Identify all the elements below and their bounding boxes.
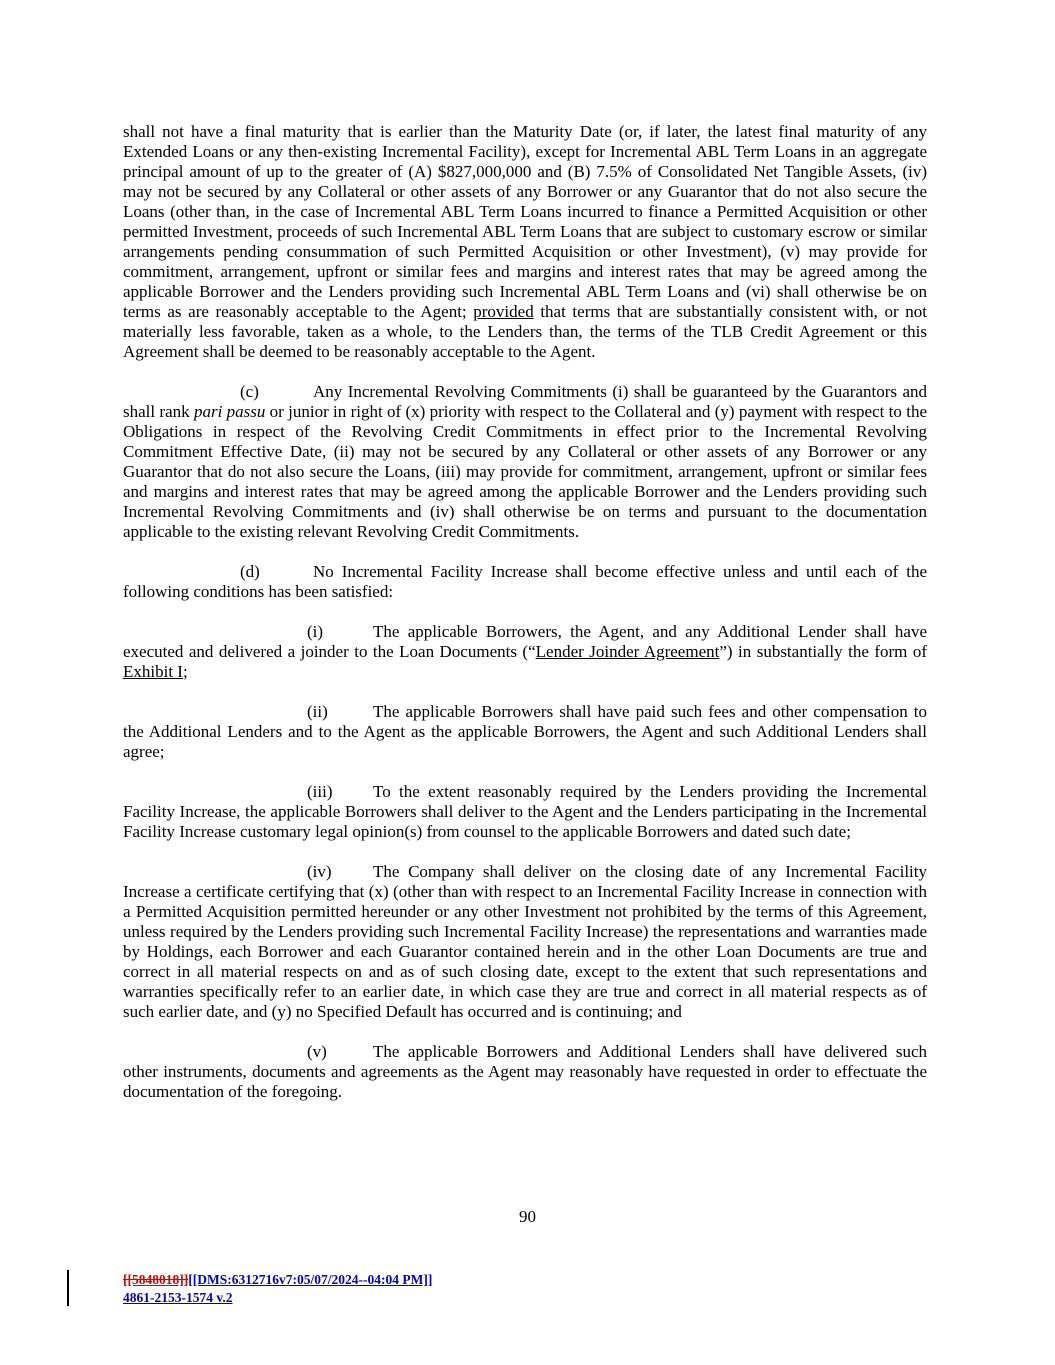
paragraph-text: Any Incremental Revolving Commitments (i) shall be guaranteed by the Guarantors and shall rank (123, 382, 927, 421)
paragraph-text: shall not have a final maturity that is earlier than the Maturity Date (or, if later, the latest final maturity of any Extended Loans or any then-existing Incremental Facility), except for Incremental ABL Term Loans in an aggregate principal amount of up to the greater of (A) $827,000,000 and (B) 7.5% of Consolidated Net Tangible Assets, (iv) may not be secured by any Collateral or other assets of any Borrower or any Guarantor that do not also secure the Loans (other than, in the case of Incremental ABL Term Loans incurred to finance a Permitted Acquisition or other permitted Investment, proceeds of such Incremental ABL Term Loans that are subject to customary escrow or similar arrangements pending consummation of such Permitted Acquisition or other Investment), (v) may provide for commitment, arrangement, upfront or similar fees and margins and interest rates that may be agreed among the applicable Borrower and the Lenders providing such Incremental ABL Term Loans and (vi) shall otherwise be on terms as are reasonably acceptable to the Agent; (123, 122, 927, 321)
clause-i-label: (i) (307, 622, 324, 641)
clause-d-paragraph (123, 562, 927, 602)
clause-c-paragraph (123, 382, 927, 542)
paragraph-text: No Incremental Facility Increase shall become effective unless and until each of the following conditions has been satisfied: (123, 562, 927, 601)
clause-iii-paragraph (123, 782, 927, 842)
latin-term-pari-passu: pari passu (193, 402, 266, 421)
body-text (123, 122, 927, 1102)
paragraph-text: or junior in right of (x) priority with respect to the Collateral and (y) payment with respect to the Obligations in respect of the Revolving Credit Commitments in effect prior to the Incremental Revolving Commitment Effective Date, (ii) may not be secured by any Collateral or other assets of any Borrower or any Guarantor that do not also secure the Loans, (iii) may provide for commitment, arrangement, upfront or similar fees and margins and interest rates that may be agreed among the applicable Borrower and the Lenders providing such Incremental Revolving Commitments and (iv) shall otherwise be on terms and pursuant to the documentation applicable to the existing relevant Revolving Credit Commitments. (123, 402, 927, 541)
clause-iv-paragraph (123, 862, 927, 1022)
clause-d-label: (d) (240, 562, 260, 581)
clause-i-paragraph (123, 622, 927, 682)
footer-stamp-line (123, 1271, 927, 1289)
clause-iv-label: (iv) (307, 862, 332, 881)
dms-stamp: [[DMS:6312716v7:05/07/2024--04:04 PM]] (188, 1272, 433, 1287)
defined-term-lender-joinder-agreement: Lender Joinder Agreement (535, 642, 720, 661)
revision-change-bar (67, 1270, 69, 1306)
exhibit-i-reference: Exhibit I (123, 662, 183, 681)
paragraph-text: The applicable Borrowers, the Agent, and any Additional Lender shall have executed and delivered a joinder to the Loan Documents (“ (123, 622, 927, 661)
paragraph-text: The applicable Borrowers and Additional Lenders shall have delivered such other instruments, documents and agreements as the Agent may reasonably have requested in order to effectuate the documentation of the foregoing. (123, 1042, 927, 1101)
clause-ii-label: (ii) (307, 702, 328, 721)
footer-version-line (123, 1289, 927, 1307)
paragraph-text: that terms that are substantially consistent with, or not materially less favorable, taken as a whole, to the Lenders than, the terms of the TLB Credit Agreement or this Agreement shall be deemed to be reasonably acceptable to the Agent. (123, 302, 928, 361)
clause-v-paragraph (123, 1042, 927, 1102)
paragraph-text: ; (182, 662, 188, 681)
doc-version-id: 4861-2153-1574 v.2 (123, 1290, 233, 1305)
page-number: 90 (519, 1207, 536, 1226)
clause-c-label: (c) (240, 382, 259, 401)
paragraph-text: ”) in substantially the form of (719, 642, 928, 661)
paragraph-text: The Company shall deliver on the closing date of any Incremental Facility Increase a certificate certifying that (x) (other than with respect to an Incremental Facility Increase in connection with a Permitted Acquisition permitted hereunder or any other Investment not prohibited by the terms of this Agreement, unless required by the Lenders providing such Incremental Facility Increase) the representations and warranties made by Holdings, each Borrower and each Guarantor contained herein and in the other Loan Documents are true and correct in all material respects on and as of such closing date, except to the extent that such representations and warranties specifically refer to an earlier date, in which case they are true and correct in all material respects as of such earlier date, and (y) no Specified Default has occurred and is continuing; and (123, 862, 927, 1021)
deleted-doc-ref: [[5848018]] (123, 1272, 189, 1287)
clause-ii-paragraph (123, 702, 927, 762)
clause-v-label: (v) (307, 1042, 327, 1061)
defined-term-provided: provided (473, 302, 534, 321)
paragraph-continuation (123, 122, 927, 362)
paragraph-text: To the extent reasonably required by the Lenders providing the Incremental Facility Increase, the applicable Borrowers shall deliver to the Agent and the Lenders participating in the Incremental Facility Increase customary legal opinion(s) from counsel to the applicable Borrowers and dated such date; (123, 782, 927, 841)
document-footer (123, 1271, 927, 1307)
paragraph-text: The applicable Borrowers shall have paid such fees and other compensation to the Additional Lenders and to the Agent as the applicable Borrowers, the Agent and such Additional Lenders shall agree; (123, 702, 927, 761)
clause-iii-label: (iii) (307, 782, 333, 801)
